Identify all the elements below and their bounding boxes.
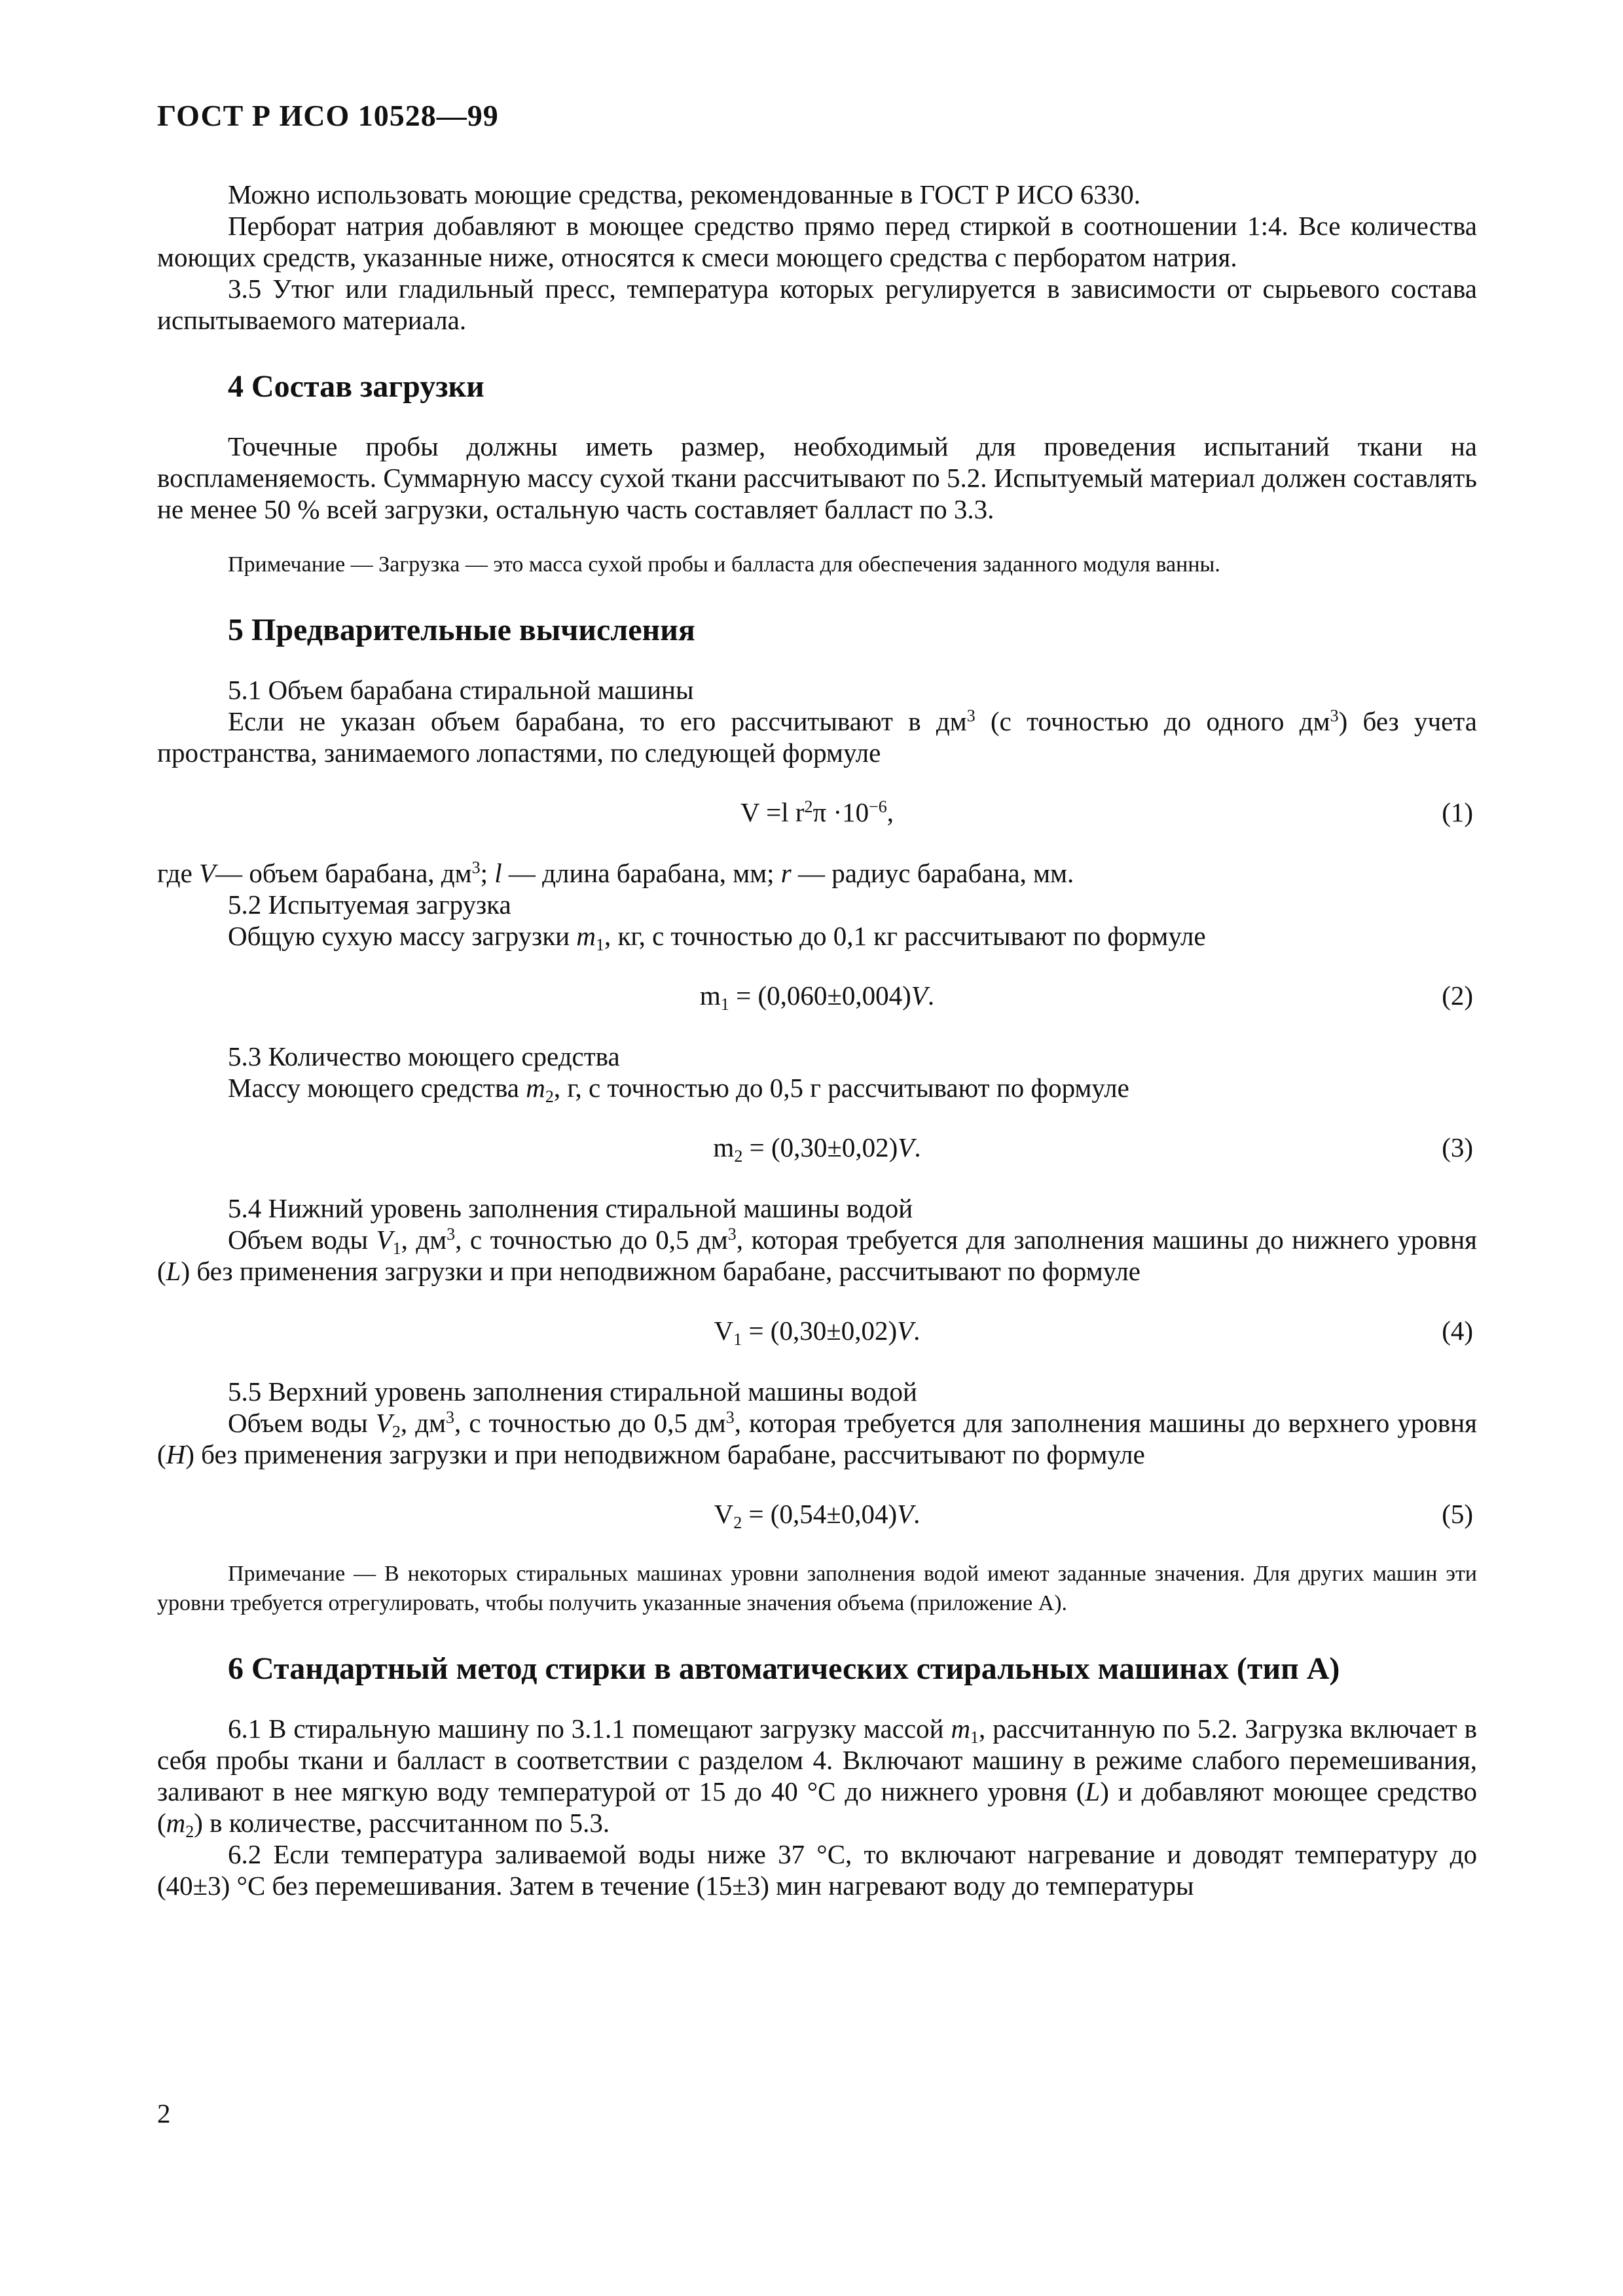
formula-2 (157, 978, 1477, 1013)
subsection-5-5-title: 5.5 Верхний уровень заполнения стиральной машины водой (228, 1376, 917, 1407)
section-5-title: 5 Предварительные вычисления (228, 613, 695, 647)
section-4-paragraph: Точечные пробы должны иметь размер, необходимый для проведения испытаний ткани на воспламеняемость. Суммарную массу сухой ткани рассчитывают по 5.2. Испытуемый материал должен составлять не менее 50 % всей загрузки, остальную часть составляет балласт по 3.3. (157, 431, 1477, 524)
section-6-title: 6 Стандартный метод стирки в автоматических стиральных машинах (тип А) (228, 1651, 1340, 1686)
intro-paragraph-2: Перборат натрия добавляют в моющее средство прямо перед стиркой в соотношении 1:4. Все количества моющих средств, указанные ниже, относятся к смеси моющего средства с перборатом натрия. (157, 211, 1477, 272)
subsection-5-1-title: 5.1 Объем барабана стиральной машины (228, 675, 694, 705)
subsection-5-4-text: Объем воды $V_1$, $дм^3$, с точностью до 0,5 $дм^3$, которая требуется для заполнения машины до нижнего уровня (L) без применения загрузки и при неподвижном барабане, рассчитывают по формуле (157, 1225, 1477, 1286)
formula-2-expression: $m_1 = (0,060\pm 0,004)V$. (699, 980, 935, 1014)
formula-5-expression: $V_2 = (0,54\pm 0,04)V$. (714, 1499, 921, 1532)
intro-paragraph-1: Можно использовать моющие средства, рекомендованные в ГОСТ Р ИСО 6330. (228, 179, 1141, 209)
formula-5-number: (5) (1442, 1499, 1473, 1529)
formula-1-legend: где V— объем барабана, $дм^3$; l — длина барабана, мм; r — радиус барабана, мм. (157, 858, 1074, 888)
subsection-6-2-text: 6.2 Если температура заливаемой воды ниже 37 °С, то включают нагревание и доводят температуру до (40±3) °С без перемешивания. Затем в течение (15±3) мин нагревают воду до температуры (157, 1839, 1477, 1901)
section-4-note: Примечание — Загрузка — это масса сухой пробы и балласта для обеспечения заданного модуля ванны. (228, 552, 1220, 577)
subsection-5-3-text: Массу моющего средства $m_2$, г, с точностью до 0,5 г рассчитывают по формуле (228, 1073, 1129, 1106)
section-4-title: 4 Состав загрузки (228, 369, 484, 404)
document-page (157, 98, 1477, 1901)
subsection-6-1-text: 6.1 В стиральную машину по 3.1.1 помещают загрузку массой $m_1$, рассчитанную по 5.2. Загрузка включает в себя пробы ткани и балласт в соответствии с разделом 4. Включают машину в режиме слабого перемешивания, заливают в нее мягкую воду температурой от 15 до 40 °С до нижнего уровня (L) и добавляют моющее средство $(m_2)$ в количестве, рассчитанном по 5.3. (157, 1713, 1477, 1841)
subsection-5-4-title: 5.4 Нижний уровень заполнения стиральной машины водой (228, 1193, 913, 1223)
subsection-5-3-title: 5.3 Количество моющего средства (228, 1041, 620, 1071)
subsection-5-5-text: Объем воды $V_2$, $дм^3$, с точностью до 0,5 $дм^3$, которая требуется для заполнения машины до верхнего уровня (H) без применения загрузки и при неподвижном барабане, рассчитывают по формуле (157, 1408, 1477, 1469)
formula-3 (157, 1130, 1477, 1165)
page-number: 2 (157, 2098, 171, 2128)
formula-4 (157, 1313, 1477, 1348)
subsection-5-2-title: 5.2 Испытуемая загрузка (228, 889, 511, 920)
formula-4-expression: $V_1 = (0,30\pm 0,02)V$. (714, 1316, 921, 1349)
intro-paragraph-3: 3.5 Утюг или гладильный пресс, температура которых регулируется в зависимости от сырьевого состава испытываемого материала. (157, 274, 1477, 335)
formula-3-expression: $m_2 = (0,30\pm 0,02)V$. (713, 1132, 921, 1166)
formula-1-expression: V =l $r^2\pi \cdot 10^{-6}$, (740, 797, 894, 827)
subsection-5-1-text: Если не указан объем барабана, то его рассчитывают в $дм^3$ (с точностью до одного $дм^3$) без учета пространства, занимаемого лопастями, по следующей формуле (157, 706, 1477, 768)
formula-4-number: (4) (1442, 1316, 1473, 1346)
formula-1 (157, 795, 1477, 830)
formula-2-number: (2) (1442, 980, 1473, 1011)
subsection-5-2-text: Общую сухую массу загрузки $m_1$, кг, с точностью до 0,1 кг рассчитывают по формуле (228, 921, 1206, 954)
standard-code: ГОСТ Р ИСО 10528—99 (157, 99, 499, 132)
formula-1-number: (1) (1442, 797, 1473, 827)
formula-5 (157, 1496, 1477, 1532)
formula-3-number: (3) (1442, 1132, 1473, 1162)
section-5-note: Примечание — В некоторых стиральных машинах уровни заполнения водой имеют заданные значения. Для других машин эти уровни требуется отрегулировать, чтобы получить указанные значения объема (приложение А). (157, 1562, 1477, 1615)
